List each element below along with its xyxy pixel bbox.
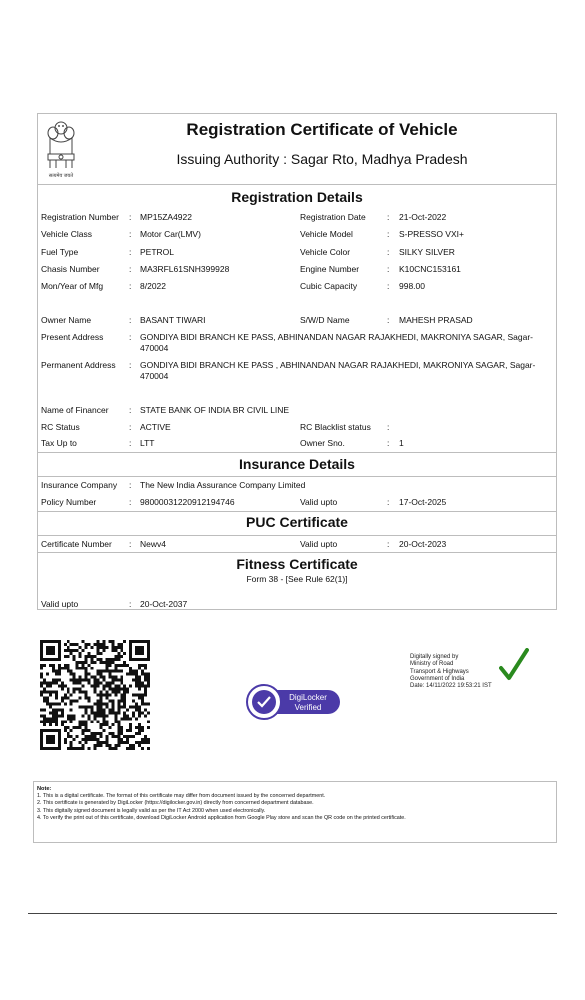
registration-certificate — [37, 113, 557, 610]
fitness-form-subheading: Form 38 - [See Rule 62(1)] — [246, 574, 348, 584]
fitness-certificate-heading: Fitness Certificate — [236, 556, 358, 572]
field-label: Chasis Number — [41, 264, 100, 274]
digilocker-verified-badge — [246, 684, 342, 720]
rc-status-label: RC Status — [41, 422, 80, 432]
field-value: MA3RFL61SNH399928 — [140, 264, 230, 274]
present-address-label: Present Address — [41, 332, 104, 342]
insurance-valid-value: 17-Oct-2025 — [399, 497, 447, 507]
section-divider — [38, 476, 556, 477]
insurance-company-label: Insurance Company — [41, 480, 118, 490]
field-value: S-PRESSO VXI+ — [399, 229, 464, 239]
verified-label: Verified — [294, 703, 322, 712]
section-divider — [38, 452, 556, 453]
colon: : — [129, 497, 132, 507]
tax-value: LTT — [140, 438, 155, 448]
colon: : — [387, 229, 390, 239]
colon: : — [129, 264, 132, 274]
swd-name-label: S/W/D Name — [300, 315, 350, 325]
note-box — [33, 781, 557, 843]
insurance-details-heading: Insurance Details — [239, 456, 355, 472]
field-label: Engine Number — [300, 264, 360, 274]
field-label: Registration Number — [41, 212, 119, 222]
owner-sno-value: 1 — [399, 438, 404, 448]
registration-details-heading: Registration Details — [231, 189, 363, 205]
field-label: Vehicle Class — [41, 229, 93, 239]
field-value: Motor Car(LMV) — [140, 229, 201, 239]
note-item: 4. To verify the print out of this certificate, download DigiLocker Android application from Google Play store and scan the QR code on the printed certificate. — [37, 814, 406, 821]
puc-certificate-heading: PUC Certificate — [246, 514, 348, 530]
owner-name-label: Owner Name — [41, 315, 92, 325]
present-address-value: GONDIYA BIDI BRANCH KE PASS, ABHINANDAN NAGAR RAJAKHEDI, MAKRONIYA SAGAR, Sagar-470004 — [140, 332, 533, 353]
owner-name-value: BASANT TIWARI — [140, 315, 206, 325]
colon: : — [387, 212, 390, 222]
financer-label: Name of Financer — [41, 405, 109, 415]
qr-code — [40, 640, 150, 750]
colon: : — [387, 281, 390, 291]
policy-number-label: Policy Number — [41, 497, 97, 507]
field-value: 21-Oct-2022 — [399, 212, 447, 222]
puc-certificate-label: Certificate Number — [41, 539, 112, 549]
note-item: 3. This digitally signed document is legally valid as per the IT Act 2000 when used electronically. — [37, 807, 266, 814]
field-value: K10CNC153161 — [399, 264, 461, 274]
owner-sno-label: Owner Sno. — [300, 438, 345, 448]
insurance-valid-label: Valid upto — [300, 497, 338, 507]
colon: : — [129, 438, 132, 448]
field-label: Vehicle Color — [300, 247, 351, 257]
puc-certificate-value: Newv4 — [140, 539, 166, 549]
colon: : — [129, 599, 132, 609]
signature-line: Digitally signed by — [410, 654, 459, 660]
field-label: Registration Date — [300, 212, 366, 222]
field-label: Vehicle Model — [300, 229, 353, 239]
colon: : — [129, 281, 132, 291]
field-label: Cubic Capacity — [300, 281, 358, 291]
colon: : — [129, 480, 132, 490]
colon: : — [387, 438, 390, 448]
rc-blacklist-label: RC Blacklist status — [300, 422, 371, 432]
field-value: 8/2022 — [140, 281, 166, 291]
section-divider — [38, 535, 556, 536]
badge-core — [252, 690, 276, 714]
note-title: Note: — [37, 786, 52, 792]
signature-line: Transport & Highways — [410, 668, 469, 675]
colon: : — [129, 332, 132, 342]
colon: : — [387, 422, 390, 432]
certificate-header — [38, 114, 556, 185]
puc-valid-value: 20-Oct-2023 — [399, 539, 447, 549]
tax-label: Tax Up to — [41, 438, 77, 448]
colon: : — [387, 264, 390, 274]
fitness-valid-value: 20-Oct-2037 — [140, 599, 188, 609]
colon: : — [129, 212, 132, 222]
field-value: MP15ZA4922 — [140, 212, 192, 222]
insurance-company-value: The New India Assurance Company Limited — [140, 480, 306, 490]
permanent-address-label: Permanent Address — [41, 360, 116, 370]
colon: : — [387, 539, 390, 549]
colon: : — [387, 315, 390, 325]
fitness-valid-label: Valid upto — [41, 599, 79, 609]
colon: : — [129, 315, 132, 325]
signature-line: Government of India — [410, 675, 465, 682]
colon: : — [129, 360, 132, 370]
field-value: PETROL — [140, 247, 175, 257]
colon: : — [387, 247, 390, 257]
signature-valid-check-icon — [499, 648, 529, 682]
section-divider — [38, 511, 556, 512]
issuing-authority: Issuing Authority : Sagar Rto, Madhya Pradesh — [176, 151, 468, 167]
field-value: 998.00 — [399, 281, 425, 291]
colon: : — [129, 422, 132, 432]
colon: : — [129, 405, 132, 415]
note-item: 1. This is a digital certificate. The format of this certificate may differ from document issued by the concerned department. — [37, 793, 326, 800]
emblem-caption: सत्यमेव जयते — [48, 173, 74, 179]
permanent-address-value: GONDIYA BIDI BRANCH KE PASS , ABHINANDAN NAGAR RAJAKHEDI, MAKRONIYA SAGAR, Sagar-470004 — [140, 360, 536, 381]
colon: : — [387, 497, 390, 507]
colon: : — [129, 229, 132, 239]
colon: : — [129, 539, 132, 549]
footer-divider — [28, 913, 557, 914]
rc-status-value: ACTIVE — [140, 422, 171, 432]
signature-date: Date: 14/11/2022 19:53:21 IST — [410, 683, 492, 690]
signature-line: Ministry of Road — [410, 661, 454, 668]
swd-name-value: MAHESH PRASAD — [399, 315, 473, 325]
certificate-title: Registration Certificate of Vehicle — [186, 120, 458, 139]
policy-number-value: 98000031220912194746 — [140, 497, 235, 507]
section-divider — [38, 552, 556, 553]
digilocker-label: DigiLocker — [289, 693, 327, 702]
field-value: SILKY SILVER — [399, 247, 455, 257]
puc-valid-label: Valid upto — [300, 539, 338, 549]
colon: : — [129, 247, 132, 257]
financer-value: STATE BANK OF INDIA BR CIVIL LINE — [140, 405, 290, 415]
field-label: Fuel Type — [41, 247, 79, 257]
note-item: 2. This certificate is generated by DigiLocker (https://digilocker.gov.in) directly from concerned department database. — [37, 800, 314, 807]
field-label: Mon/Year of Mfg — [41, 281, 104, 291]
